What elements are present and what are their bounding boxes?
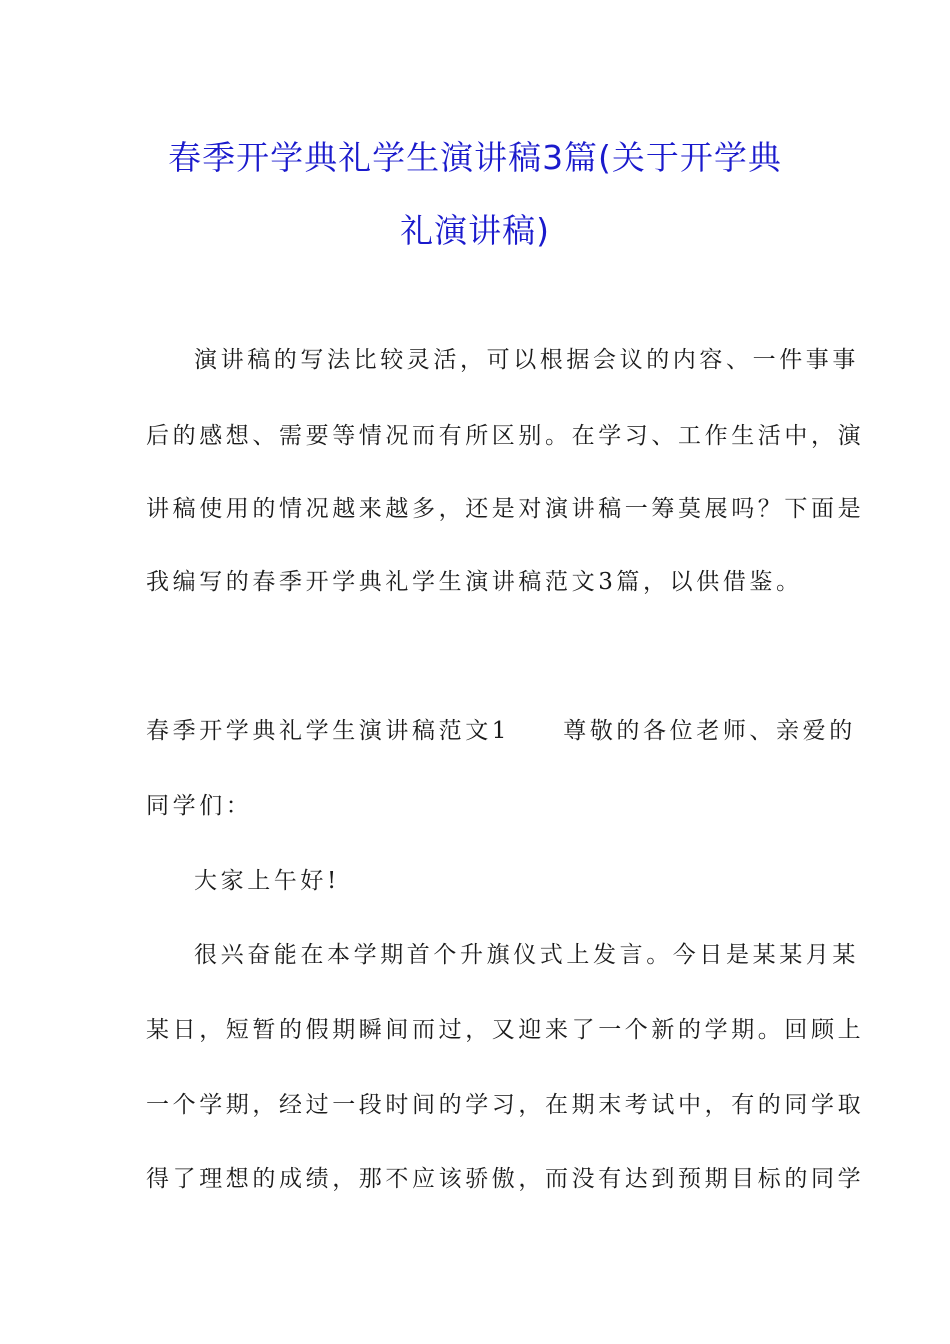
body-paragraph-line: 很兴奋能在本学期首个升旗仪式上发言。今日是某某月某 (194, 942, 859, 968)
section-heading-continuation: 同学们： (146, 793, 253, 819)
intro-paragraph-line: 我编写的春季开学典礼学生演讲稿范文3篇，以供借鉴。 (146, 569, 803, 595)
greeting-line: 大家上午好! (194, 868, 340, 894)
intro-paragraph-line: 后的感想、需要等情况而有所区别。在学习、工作生活中，演 (146, 423, 865, 449)
intro-paragraph-line: 讲稿使用的情况越来越多，还是对演讲稿一筹莫展吗？下面是 (146, 496, 865, 522)
body-paragraph-line: 某日，短暂的假期瞬间而过，又迎来了一个新的学期。回顾上 (146, 1017, 865, 1043)
intro-paragraph-line: 演讲稿的写法比较灵活，可以根据会议的内容、一件事事 (194, 347, 859, 373)
body-paragraph-line: 一个学期，经过一段时间的学习，在期末考试中，有的同学取 (146, 1092, 865, 1118)
section-heading-line: 春季开学典礼学生演讲稿范文1 尊敬的各位老师、亲爱的 (146, 718, 856, 744)
document-title-line-2: 礼演讲稿) (400, 211, 550, 250)
body-paragraph-line: 得了理想的成绩，那不应该骄傲，而没有达到预期目标的同学 (146, 1166, 865, 1192)
document-title-line-1: 春季开学典礼学生演讲稿3篇(关于开学典 (168, 138, 782, 177)
